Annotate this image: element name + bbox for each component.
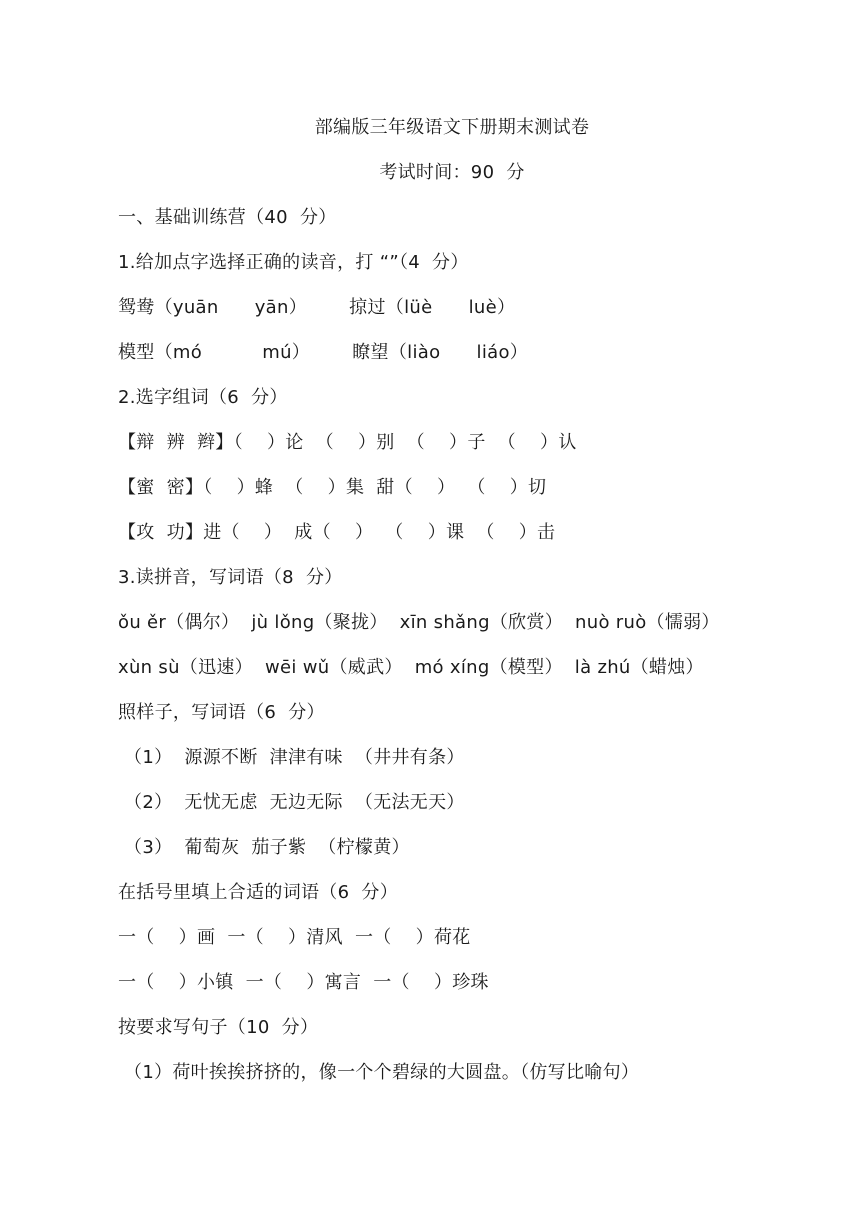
question-3-row-2: xùn sù（迅速） wēi wǔ（威武） mó xíng（模型） là zhú（蜡烛） [118, 657, 704, 678]
question-6-title: 按要求写句子（10 分） [118, 1017, 319, 1038]
question-2-row-3: 【攻 功】进（ ） 成（ ） （ ）课 （ ）击 [118, 522, 556, 543]
section-heading: 一、基础训练营（40 分） [118, 207, 337, 228]
question-6-row-1: （1）荷叶挨挨挤挤的，像一个个碧绿的大圆盘。（仿写比喻句） [118, 1062, 640, 1083]
question-5-title: 在括号里填上合适的词语（6 分） [118, 882, 398, 903]
question-3-title: 3.读拼音，写词语（8 分） [118, 567, 343, 588]
question-5-row-1: 一（ ）画 一（ ）清风 一（ ）荷花 [118, 927, 471, 948]
question-4-row-3: （3） 葡萄灰 茄子紫 （柠檬黄） [118, 837, 410, 858]
question-4-row-1: （1） 源源不断 津津有味 （井井有条） [118, 747, 465, 768]
question-5-row-2: 一（ ）小镇 一（ ）寓言 一（ ）珍珠 [118, 972, 489, 993]
question-2-title: 2.选字组词（6 分） [118, 387, 288, 408]
question-2-row-2: 【蜜 密】（ ）蜂 （ ）集 甜（ ） （ ）切 [118, 477, 547, 498]
exam-title: 部编版三年级语文下册期末测试卷 [314, 117, 590, 138]
question-1-row-1: 鸳鸯（yuān yān） 掠过（lüè luè） [118, 297, 516, 318]
question-1-title: 1.给加点字选择正确的读音，打 “”（4 分） [118, 252, 469, 273]
exam-time: 考试时间：90 分 [379, 162, 525, 183]
question-1-row-2: 模型（mó mú） 瞭望（liào liáo） [118, 342, 529, 363]
question-4-row-2: （2） 无忧无虑 无边无际 （无法无天） [118, 792, 465, 813]
question-4-title: 照样子，写词语（6 分） [118, 702, 325, 723]
question-2-row-1: 【辩 辨 辫】（ ）论 （ ）别 （ ）子 （ ）认 [118, 432, 577, 453]
question-3-row-1: ǒu ěr（偶尔） jù lǒng（聚拢） xīn shǎng（欣赏） nuò ruò（懦弱） [118, 612, 720, 633]
